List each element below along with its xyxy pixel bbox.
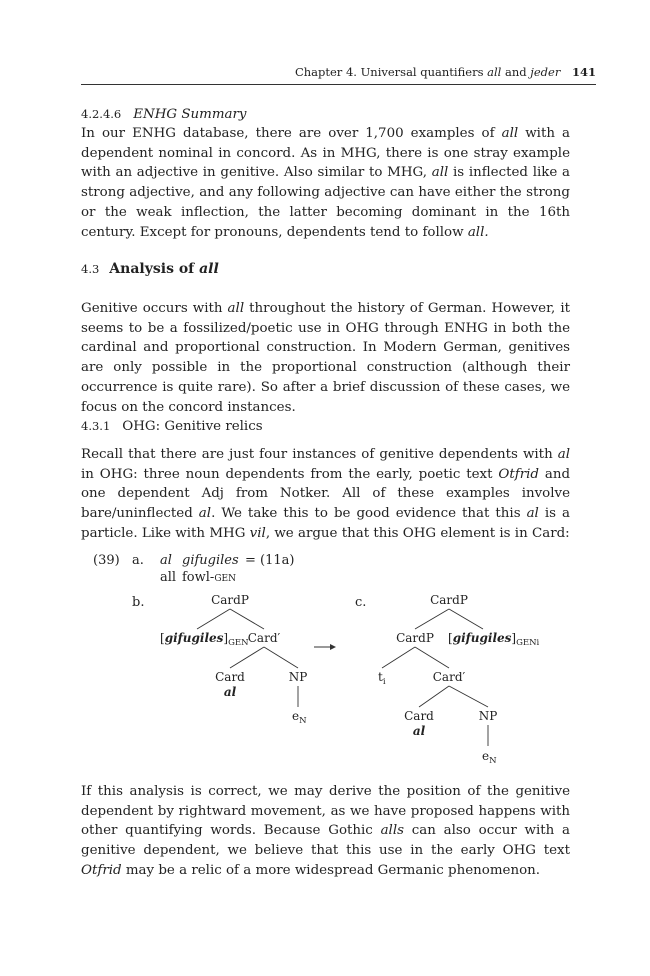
- chapter-title: Universal quantifiers all and jeder: [360, 65, 561, 79]
- tree-c-right: $[gifugiles]_{GENi}$: [448, 631, 540, 648]
- tree-b-trace: $e_N$: [292, 709, 307, 726]
- tree-c-head-word: al: [412, 724, 426, 738]
- tree-b-root: CardP: [211, 593, 249, 607]
- example-a-ref: = (11a): [245, 553, 295, 568]
- tree-c-edge: [382, 647, 415, 668]
- tree-c-edge: [415, 609, 449, 629]
- arrow-head: [330, 644, 336, 650]
- example-a-label: a.: [132, 553, 144, 568]
- tree-b-edge: [230, 609, 264, 629]
- tree-c-root: CardP: [430, 593, 468, 607]
- example-b-label: b.: [132, 595, 145, 610]
- tree-c-head: Card: [404, 709, 434, 723]
- paragraph-conclusion: If this analysis is correct, we may derive the position of the genitive dependent by rightward movement, as we have proposed happens with other quantifying words. Because Gothic alls can also occur with a genitive dependent, we believe that this use in the early OHG text Otfrid may be a relic of a more widespread Germanic phenomenon.: [81, 784, 570, 878]
- tree-c-edge: [449, 609, 483, 629]
- tree-c-left: CardP: [396, 631, 434, 645]
- tree-b-bar: Card′: [247, 631, 281, 645]
- tree-c-spec: $t_i$: [378, 670, 386, 687]
- subsection-heading-431: 4.3.1 OHG: Genitive relics: [81, 419, 263, 434]
- tree-c-edge: [419, 686, 449, 707]
- section-heading-43: 4.3 Analysis of all: [81, 261, 219, 277]
- example-a-word1: al: [160, 553, 172, 568]
- example-a-gloss2: fowl-gen: [182, 570, 236, 585]
- example-a-gloss1: all: [160, 570, 177, 585]
- chapter-label: Chapter 4.: [294, 65, 357, 79]
- paragraph-genitive-relics: Recall that there are just four instances of genitive dependents with al in OHG: three noun dependents from the early, poetic text Otfrid and one dependent Adj from Notker. All of these examples involve bare/uninflected al. We take this to be good evidence that this al is a particle. Like with MHG vil, we argue that this OHG element is in Card:: [81, 447, 571, 541]
- tree-c-bar: Card′: [432, 670, 466, 684]
- tree-c-edge: [449, 686, 488, 707]
- tree-b-spec: $[gifugiles]_{GEN}$: [160, 631, 249, 648]
- tree-c-comp: NP: [478, 709, 498, 723]
- paragraph-analysis: Genitive occurs with all throughout the history of German. However, it seems to be a fossilized/poetic use in OHG through ENHG in both the cardinal and proportional construction. In Modern German, genitives are only possible in the proportional construction (although their occurrence is quite rare). So after a brief discussion of these cases, we focus on the concord instances.: [81, 301, 570, 415]
- example-c-label: c.: [355, 595, 367, 610]
- page-number: 141: [571, 65, 596, 79]
- tree-c-edge: [415, 647, 449, 668]
- example-a-word2: gifugiles: [182, 553, 239, 568]
- paragraph-enhg-summary: In our ENHG database, there are over 1,700 examples of all with a dependent nominal in concord. As in MHG, there is one stray example with an adjective in genitive. Also similar to MHG, all is inflected like a strong adjective, and any following adjective can have either the strong or the weak inflection, the latter becoming dominant in the 16th century. Except for pronouns, dependents tend to follow all.: [81, 126, 570, 240]
- tree-b-head: Card: [215, 670, 245, 684]
- subsection-heading-4246: 4.2.4.6 ENHG Summary: [81, 107, 247, 122]
- tree-b-edge: [264, 647, 298, 668]
- tree-b-comp: NP: [288, 670, 308, 684]
- tree-b-edge: [197, 609, 230, 629]
- example-number: (39): [93, 553, 120, 568]
- tree-b-edge: [230, 647, 264, 668]
- tree-c-trace: $e_N$: [482, 749, 497, 766]
- tree-b-head-word: al: [223, 685, 237, 699]
